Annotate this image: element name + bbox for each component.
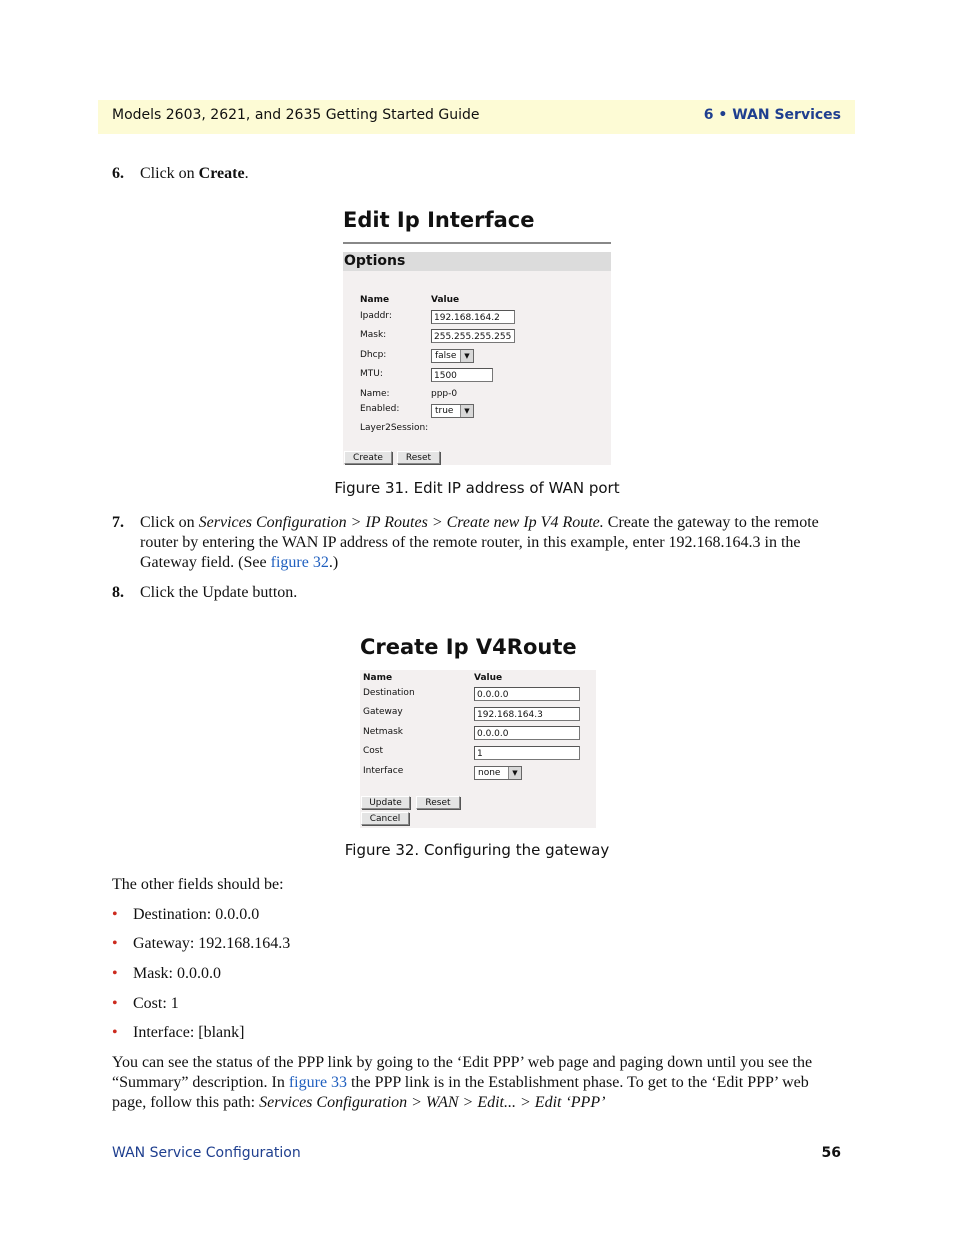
form-title: Create Ip V4Route — [360, 635, 577, 659]
interface-label: Interface — [363, 766, 404, 776]
create-button[interactable]: Create — [344, 451, 392, 464]
step-number: 7. — [112, 514, 124, 531]
netmask-label: Netmask — [363, 727, 403, 737]
other-fields-intro: The other fields should be: — [112, 876, 284, 893]
step-text — [140, 513, 840, 573]
form-title: Edit Ip Interface — [343, 208, 535, 232]
running-header-chapter: 6 • WAN Services — [703, 107, 841, 123]
step-7-line-1: Click on Services Configuration > IP Routes > Create new Ip V4 Route. Create the gateway to the remote — [140, 514, 819, 531]
title-divider — [343, 242, 611, 244]
step-6 — [112, 164, 852, 184]
name-label: Name: — [360, 389, 390, 399]
closing-paragraph — [112, 1053, 842, 1113]
value-column-header: Value — [474, 673, 503, 683]
form-panel — [343, 271, 611, 465]
figure-32-caption: Figure 32. Configuring the gateway — [344, 841, 610, 859]
interface-selected-value: none — [478, 768, 501, 778]
form-panel — [360, 670, 596, 828]
cost-label: Cost — [363, 746, 384, 756]
chevron-down-icon: ▼ — [460, 405, 473, 417]
step-text: Click on Create. — [140, 165, 249, 182]
mtu-label: MTU: — [360, 369, 383, 379]
closing-line-2: “Summary” description. In figure 33 the PPP link is in the Establishment phase. To get to the ‘Edit PPP’ web — [112, 1074, 809, 1091]
update-button[interactable]: Update — [361, 796, 410, 809]
value-column-header: Value — [431, 295, 460, 305]
dhcp-select[interactable] — [431, 349, 474, 363]
figure-31-caption: Figure 31. Edit IP address of WAN port — [334, 479, 620, 497]
bullet-icon: • — [112, 935, 118, 952]
create-ip-v4route-screenshot — [360, 633, 596, 828]
ipaddr-label: Ipaddr: — [360, 311, 392, 321]
bullet-icon: • — [112, 995, 118, 1012]
cancel-button[interactable]: Cancel — [361, 812, 409, 825]
closing-line-1: You can see the status of the PPP link by going to the ‘Edit PPP’ web page and paging down until you see the — [112, 1054, 813, 1071]
reset-button[interactable]: Reset — [397, 451, 440, 464]
page-number: 56 — [821, 1145, 841, 1161]
chevron-down-icon: ▼ — [508, 767, 521, 779]
enabled-select[interactable] — [431, 404, 474, 418]
step-number: 6. — [112, 165, 124, 182]
enabled-label: Enabled: — [360, 404, 400, 414]
running-header-title: Models 2603, 2621, and 2635 Getting Started Guide — [112, 107, 480, 123]
gateway-label: Gateway — [363, 707, 403, 717]
options-label: Options — [344, 253, 406, 269]
step-8 — [112, 583, 852, 603]
gateway-input[interactable]: 192.168.164.3 — [474, 707, 580, 721]
bullet-icon: • — [112, 906, 118, 923]
figure-33-link[interactable]: figure 33 — [288, 1074, 348, 1091]
chevron-down-icon: ▼ — [460, 350, 473, 362]
reset-button[interactable]: Reset — [416, 796, 460, 809]
bullet-icon: • — [112, 1024, 118, 1041]
destination-label: Destination — [363, 688, 415, 698]
bullet-icon: • — [112, 965, 118, 982]
layer2session-label: Layer2Session: — [360, 423, 429, 433]
edit-ip-interface-screenshot — [343, 205, 611, 465]
cost-input[interactable]: 1 — [474, 746, 580, 760]
step-7 — [112, 513, 852, 575]
step-text: Click the Update button. — [140, 584, 298, 601]
figure-32-link[interactable]: figure 32 — [270, 554, 329, 571]
mtu-input[interactable]: 1500 — [431, 368, 493, 382]
step-number: 8. — [112, 584, 124, 601]
netmask-input[interactable]: 0.0.0.0 — [474, 726, 580, 740]
dhcp-selected-value: false — [435, 351, 457, 361]
name-column-header: Name — [363, 673, 393, 683]
name-column-header: Name — [360, 295, 390, 305]
enabled-selected-value: true — [435, 406, 454, 416]
step-7-line-3: Gateway field. (See figure 32.) — [140, 554, 339, 571]
closing-line-3: page, follow this path: Services Configuration > WAN > Edit... > Edit ‘PPP’ — [112, 1094, 606, 1111]
dhcp-label: Dhcp: — [360, 350, 387, 360]
footer-section-title: WAN Service Configuration — [112, 1145, 301, 1161]
mask-input[interactable]: 255.255.255.255 — [431, 329, 515, 343]
ipaddr-input[interactable]: 192.168.164.2 — [431, 310, 515, 324]
step-7-line-2: router by entering the WAN IP address of the remote router, in this example, enter 192.168.164.3 in the — [140, 534, 801, 551]
mask-label: Mask: — [360, 330, 387, 340]
interface-select[interactable] — [474, 766, 522, 780]
destination-input[interactable]: 0.0.0.0 — [474, 687, 580, 701]
name-value: ppp-0 — [431, 389, 458, 399]
